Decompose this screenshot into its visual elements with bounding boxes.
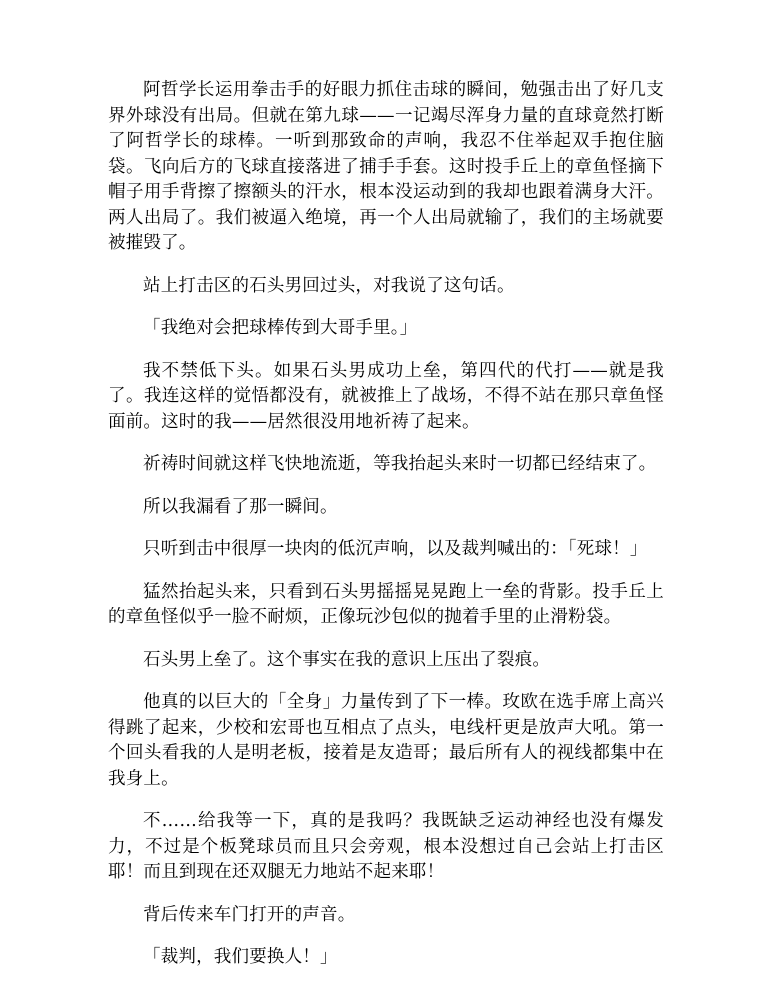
document-text-column bbox=[108, 78, 664, 971]
paragraph: 我不禁低下头。如果石头男成功上垒，第四代的代打——就是我了。我连这样的觉悟都没有，就被推上了战场，不得不站在那只章鱼怪面前。这时的我——居然很没用地祈祷了起来。 bbox=[108, 360, 664, 432]
paragraph: 阿哲学长运用拳击手的好眼力抓住击球的瞬间，勉强击出了好几支界外球没有出局。但就在第九球——一记竭尽浑身力量的直球竟然打断了阿哲学长的球棒。一听到那致命的声响，我忍不住举起双手抱住脑袋。飞向后方的飞球直接落进了捕手手套。这时投手丘上的章鱼怪摘下帽子用手背擦了擦额头的汗水，根本没运动到的我却也跟着满身大汗。两人出局了。我们被逼入绝境，再一个人出局就输了，我们的主场就要被摧毁了。 bbox=[108, 80, 664, 253]
paragraph-dialogue: 「裁判，我们要换人！」 bbox=[143, 947, 338, 967]
paragraph: 不……给我等一下，真的是我吗？我既缺乏运动神经也没有爆发力，不过是个板凳球员而且只会旁观，根本没想过自己会站上打击区耶！而且到现在还双腿无力地站不起来耶！ bbox=[108, 811, 664, 882]
paragraph: 背后传来车门打开的声音。 bbox=[143, 904, 356, 925]
paragraph: 他真的以巨大的「全身」力量传到了下一棒。玫欧在选手席上高兴得跳了起来，少校和宏哥也互相点了点头，电线杆更是放声大吼。第一个回头看我的人是明老板，接着是友造哥；最后所有人的视线都集中在我身上。 bbox=[108, 692, 664, 789]
paragraph: 石头男上垒了。这个事实在我的意识上压出了裂痕。 bbox=[143, 649, 551, 670]
paragraph: 猛然抬起头来，只看到石头男摇摇晃晃跑上一垒的背影。投手丘上的章鱼怪似乎一脸不耐烦，正像玩沙包似的抛着手里的止滑粉袋。 bbox=[108, 581, 664, 627]
paragraph-dialogue: 「我绝对会把球棒传到大哥手里。」 bbox=[143, 318, 418, 338]
paragraph: 所以我漏看了那一瞬间。 bbox=[143, 496, 338, 517]
paragraph: 只听到击中很厚一块肉的低沉声响，以及裁判喊出的：「死球！」 bbox=[143, 539, 648, 559]
paragraph: 站上打击区的石头男回过头，对我说了这句话。 bbox=[143, 275, 515, 296]
paragraph: 祈祷时间就这样飞快地流逝，等我抬起头来时一切都已经结束了。 bbox=[143, 454, 657, 474]
